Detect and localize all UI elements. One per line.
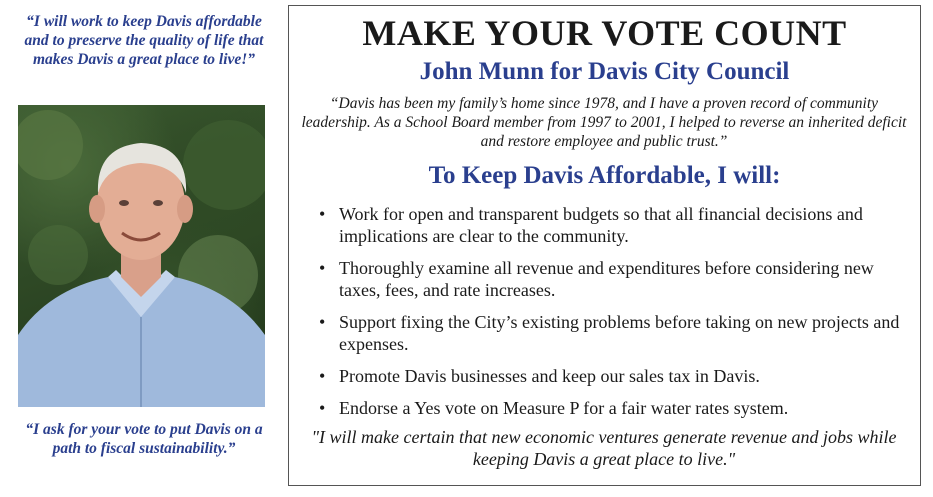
bullet-icon: • [319,312,326,332]
pledge-item [317,397,907,419]
bullet-icon: • [319,398,326,418]
intro-quote: “Davis has been my family’s home since 1978, and I have a proven record of community leadership. As a School Board member from 1997 to 2001, I helped to reverse an inherited deficit and restore employee and public trust.” [301,95,907,150]
headline: MAKE YOUR VOTE COUNT [362,13,847,53]
section-heading: To Keep Davis Affordable, I will: [428,162,781,189]
bullet-icon: • [319,258,326,278]
pledge-text: Promote Davis businesses and keep our sales tax in Davis. [339,366,760,386]
pledge-text: Endorse a Yes vote on Measure P for a fair water rates system. [339,398,789,418]
portrait-illustration [18,105,265,407]
pledge-item [317,365,907,387]
bottom-quote: “I ask for your vote to put Davis on a path to fiscal sustainability.” [25,421,263,457]
closing-quote: "I will make certain that new economic ventures generate revenue and jobs while keeping Davis a great place to live." [311,427,897,469]
top-quote: “I will work to keep Davis affordable and to preserve the quality of life that makes Davis a great place to live!” [24,13,264,68]
candidate-subhead: John Munn for Davis City Council [419,58,790,85]
bullet-icon: • [319,366,326,386]
pledge-text: Work for open and transparent budgets so that all financial decisions and implications are clear to the community. [339,204,863,246]
pledge-text: Thoroughly examine all revenue and expenditures before considering new taxes, fees, and rate increases. [339,258,874,300]
candidate-photo [18,105,265,407]
bullet-icon: • [319,204,326,224]
pledge-text: Support fixing the City’s existing problems before taking on new projects and expenses. [339,312,900,354]
pledge-item [317,257,907,301]
pledge-list [317,203,907,429]
pledge-item [317,311,907,355]
left-column [0,0,280,497]
pledge-item [317,203,907,247]
campaign-message-box [288,5,921,486]
